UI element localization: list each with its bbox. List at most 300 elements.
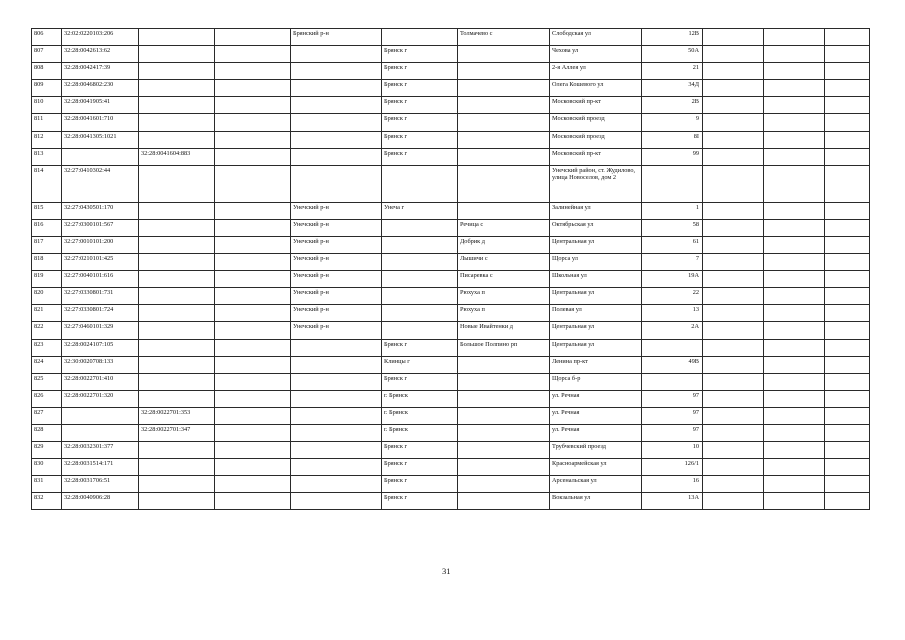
district-cell: Унечский р-н bbox=[291, 305, 382, 322]
row-number-cell: 821 bbox=[32, 305, 62, 322]
empty-cell bbox=[215, 476, 291, 493]
cadastral-number-alt-cell bbox=[139, 97, 215, 114]
empty-cell bbox=[215, 202, 291, 219]
district-cell: Унечский р-н bbox=[291, 219, 382, 236]
cadastral-number-alt-cell bbox=[139, 80, 215, 97]
table-row bbox=[32, 63, 870, 80]
street-cell: ул. Речная bbox=[550, 407, 642, 424]
empty-cell bbox=[703, 254, 764, 271]
district-cell bbox=[291, 476, 382, 493]
cadastral-number-cell: 32:28:0046802:230 bbox=[62, 80, 139, 97]
street-cell: Красноармейская ул bbox=[550, 459, 642, 476]
city-cell: Брянск г bbox=[382, 46, 458, 63]
cadastral-number-alt-cell bbox=[139, 202, 215, 219]
row-number-cell: 832 bbox=[32, 493, 62, 510]
street-cell: Унечский район, ст. Жудилово, улица Новоселов, дом 2 bbox=[550, 165, 642, 202]
cadastral-number-cell: 32:27:0040101:616 bbox=[62, 271, 139, 288]
street-cell: 2-я Аллея ул bbox=[550, 63, 642, 80]
street-cell: Школьная ул bbox=[550, 271, 642, 288]
empty-cell bbox=[215, 493, 291, 510]
city-cell bbox=[382, 254, 458, 271]
settlement-cell bbox=[458, 459, 550, 476]
empty-cell bbox=[703, 219, 764, 236]
cadastral-number-cell bbox=[62, 148, 139, 165]
empty-cell bbox=[825, 46, 870, 63]
cadastral-number-alt-cell: 32:28:0022701:353 bbox=[139, 407, 215, 424]
cadastral-number-alt-cell bbox=[139, 459, 215, 476]
empty-cell bbox=[703, 271, 764, 288]
cadastral-number-cell: 32:28:0041305:1021 bbox=[62, 131, 139, 148]
settlement-cell bbox=[458, 202, 550, 219]
settlement-cell bbox=[458, 114, 550, 131]
empty-cell bbox=[703, 356, 764, 373]
cadastral-number-alt-cell bbox=[139, 390, 215, 407]
cadastral-number-cell bbox=[62, 407, 139, 424]
settlement-cell bbox=[458, 390, 550, 407]
district-cell bbox=[291, 493, 382, 510]
empty-cell bbox=[825, 271, 870, 288]
district-cell bbox=[291, 339, 382, 356]
empty-cell bbox=[215, 131, 291, 148]
row-number-cell: 825 bbox=[32, 373, 62, 390]
empty-cell bbox=[825, 459, 870, 476]
cadastral-number-alt-cell bbox=[139, 322, 215, 339]
empty-cell bbox=[825, 442, 870, 459]
house-number-cell: 16 bbox=[642, 476, 703, 493]
house-number-cell: 126/1 bbox=[642, 459, 703, 476]
empty-cell bbox=[825, 202, 870, 219]
cadastral-number-cell: 32:30:0020708:133 bbox=[62, 356, 139, 373]
street-cell: Центральная ул bbox=[550, 236, 642, 253]
empty-cell bbox=[215, 356, 291, 373]
city-cell: г. Брянск bbox=[382, 407, 458, 424]
empty-cell bbox=[825, 288, 870, 305]
cadastral-number-alt-cell bbox=[139, 476, 215, 493]
settlement-cell: Новые Ивайтенки д bbox=[458, 322, 550, 339]
table-row bbox=[32, 29, 870, 46]
city-cell: Брянск г bbox=[382, 339, 458, 356]
cadastral-number-alt-cell bbox=[139, 305, 215, 322]
street-cell: Вокзальная ул bbox=[550, 493, 642, 510]
cadastral-number-alt-cell bbox=[139, 271, 215, 288]
empty-cell bbox=[825, 424, 870, 441]
cadastral-number-alt-cell: 32:28:0022701:347 bbox=[139, 424, 215, 441]
house-number-cell: 61 bbox=[642, 236, 703, 253]
house-number-cell: 97 bbox=[642, 407, 703, 424]
district-cell bbox=[291, 131, 382, 148]
empty-cell bbox=[764, 131, 825, 148]
cadastral-number-alt-cell bbox=[139, 288, 215, 305]
cadastral-number-alt-cell bbox=[139, 63, 215, 80]
empty-cell bbox=[764, 271, 825, 288]
cadastral-number-alt-cell bbox=[139, 29, 215, 46]
city-cell bbox=[382, 165, 458, 202]
street-cell: Трубчевский проезд bbox=[550, 442, 642, 459]
cadastral-number-alt-cell bbox=[139, 131, 215, 148]
empty-cell bbox=[215, 236, 291, 253]
empty-cell bbox=[215, 288, 291, 305]
cadastral-number-cell: 32:28:0040906:28 bbox=[62, 493, 139, 510]
settlement-cell bbox=[458, 356, 550, 373]
settlement-cell bbox=[458, 80, 550, 97]
empty-cell bbox=[215, 424, 291, 441]
table-row bbox=[32, 493, 870, 510]
street-cell: ул. Речная bbox=[550, 424, 642, 441]
cadastral-number-alt-cell: 32:28:0041604:883 bbox=[139, 148, 215, 165]
table-row bbox=[32, 254, 870, 271]
city-cell: Брянск г bbox=[382, 80, 458, 97]
empty-cell bbox=[764, 305, 825, 322]
district-cell bbox=[291, 63, 382, 80]
house-number-cell: 2А bbox=[642, 322, 703, 339]
empty-cell bbox=[215, 322, 291, 339]
row-number-cell: 823 bbox=[32, 339, 62, 356]
table-row bbox=[32, 271, 870, 288]
empty-cell bbox=[764, 165, 825, 202]
house-number-cell bbox=[642, 373, 703, 390]
empty-cell bbox=[825, 373, 870, 390]
cadastral-number-cell: 32:28:0041601:710 bbox=[62, 114, 139, 131]
district-cell: Унечский р-н bbox=[291, 236, 382, 253]
city-cell bbox=[382, 29, 458, 46]
row-number-cell: 808 bbox=[32, 63, 62, 80]
cadastral-number-alt-cell bbox=[139, 46, 215, 63]
house-number-cell bbox=[642, 165, 703, 202]
table-row bbox=[32, 219, 870, 236]
house-number-cell: 49В bbox=[642, 356, 703, 373]
cadastral-number-cell: 32:27:0430501:170 bbox=[62, 202, 139, 219]
house-number-cell: 50А bbox=[642, 46, 703, 63]
house-number-cell: 2В bbox=[642, 97, 703, 114]
row-number-cell: 806 bbox=[32, 29, 62, 46]
empty-cell bbox=[825, 165, 870, 202]
house-number-cell bbox=[642, 339, 703, 356]
empty-cell bbox=[825, 131, 870, 148]
empty-cell bbox=[764, 254, 825, 271]
empty-cell bbox=[825, 219, 870, 236]
cadastral-number-alt-cell bbox=[139, 114, 215, 131]
cadastral-number-alt-cell bbox=[139, 236, 215, 253]
empty-cell bbox=[703, 46, 764, 63]
cadastral-number-alt-cell bbox=[139, 373, 215, 390]
empty-cell bbox=[764, 493, 825, 510]
empty-cell bbox=[825, 148, 870, 165]
row-number-cell: 811 bbox=[32, 114, 62, 131]
empty-cell bbox=[703, 476, 764, 493]
empty-cell bbox=[215, 63, 291, 80]
city-cell bbox=[382, 288, 458, 305]
row-number-cell: 816 bbox=[32, 219, 62, 236]
empty-cell bbox=[215, 219, 291, 236]
empty-cell bbox=[825, 254, 870, 271]
settlement-cell: Лышичи с bbox=[458, 254, 550, 271]
settlement-cell: Толмачево с bbox=[458, 29, 550, 46]
cadastral-number-cell: 32:27:0010101:200 bbox=[62, 236, 139, 253]
street-cell: Московский пр-кт bbox=[550, 148, 642, 165]
table-row bbox=[32, 114, 870, 131]
empty-cell bbox=[764, 202, 825, 219]
empty-cell bbox=[703, 390, 764, 407]
empty-cell bbox=[764, 442, 825, 459]
table-row bbox=[32, 46, 870, 63]
district-cell: Брянский р-н bbox=[291, 29, 382, 46]
empty-cell bbox=[215, 97, 291, 114]
house-number-cell: 34Д bbox=[642, 80, 703, 97]
empty-cell bbox=[764, 356, 825, 373]
empty-cell bbox=[215, 29, 291, 46]
empty-cell bbox=[703, 236, 764, 253]
settlement-cell bbox=[458, 407, 550, 424]
house-number-cell: 13 bbox=[642, 305, 703, 322]
empty-cell bbox=[703, 493, 764, 510]
city-cell bbox=[382, 305, 458, 322]
street-cell: Московский проезд bbox=[550, 114, 642, 131]
empty-cell bbox=[215, 80, 291, 97]
empty-cell bbox=[215, 46, 291, 63]
street-cell: Центральная ул bbox=[550, 339, 642, 356]
house-number-cell: 13А bbox=[642, 493, 703, 510]
empty-cell bbox=[825, 356, 870, 373]
district-cell bbox=[291, 373, 382, 390]
table-row bbox=[32, 305, 870, 322]
empty-cell bbox=[703, 80, 764, 97]
street-cell: Арсенальская ул bbox=[550, 476, 642, 493]
table-row bbox=[32, 407, 870, 424]
city-cell: Брянск г bbox=[382, 493, 458, 510]
empty-cell bbox=[764, 288, 825, 305]
city-cell: Брянск г bbox=[382, 459, 458, 476]
cadastral-number-cell: 32:27:0460101:329 bbox=[62, 322, 139, 339]
empty-cell bbox=[825, 305, 870, 322]
cadastral-number-cell: 32:28:0022701:320 bbox=[62, 390, 139, 407]
row-number-cell: 830 bbox=[32, 459, 62, 476]
empty-cell bbox=[215, 339, 291, 356]
settlement-cell bbox=[458, 148, 550, 165]
empty-cell bbox=[825, 63, 870, 80]
city-cell: Брянск г bbox=[382, 442, 458, 459]
cadastral-number-cell: 32:02:0220103:206 bbox=[62, 29, 139, 46]
house-number-cell: 9 bbox=[642, 114, 703, 131]
empty-cell bbox=[764, 97, 825, 114]
empty-cell bbox=[825, 390, 870, 407]
empty-cell bbox=[764, 236, 825, 253]
district-cell: Унечский р-н bbox=[291, 202, 382, 219]
settlement-cell: Добрик д bbox=[458, 236, 550, 253]
district-cell bbox=[291, 459, 382, 476]
row-number-cell: 828 bbox=[32, 424, 62, 441]
house-number-cell: 12В bbox=[642, 29, 703, 46]
street-cell: Центральная ул bbox=[550, 322, 642, 339]
settlement-cell bbox=[458, 131, 550, 148]
row-number-cell: 817 bbox=[32, 236, 62, 253]
city-cell: Брянск г bbox=[382, 476, 458, 493]
street-cell: Центральная ул bbox=[550, 288, 642, 305]
empty-cell bbox=[825, 29, 870, 46]
empty-cell bbox=[703, 97, 764, 114]
city-cell: Клинцы г bbox=[382, 356, 458, 373]
empty-cell bbox=[703, 373, 764, 390]
settlement-cell bbox=[458, 63, 550, 80]
row-number-cell: 826 bbox=[32, 390, 62, 407]
empty-cell bbox=[215, 390, 291, 407]
settlement-cell bbox=[458, 442, 550, 459]
settlement-cell bbox=[458, 373, 550, 390]
empty-cell bbox=[764, 219, 825, 236]
empty-cell bbox=[764, 148, 825, 165]
row-number-cell: 827 bbox=[32, 407, 62, 424]
empty-cell bbox=[825, 97, 870, 114]
street-cell: Щорса б-р bbox=[550, 373, 642, 390]
house-number-cell: 10 bbox=[642, 442, 703, 459]
cadastral-number-cell bbox=[62, 424, 139, 441]
empty-cell bbox=[703, 165, 764, 202]
cadastral-number-alt-cell bbox=[139, 254, 215, 271]
row-number-cell: 810 bbox=[32, 97, 62, 114]
empty-cell bbox=[825, 339, 870, 356]
district-cell: Унечский р-н bbox=[291, 288, 382, 305]
empty-cell bbox=[703, 148, 764, 165]
table-row bbox=[32, 97, 870, 114]
street-cell: Залинейная ул bbox=[550, 202, 642, 219]
empty-cell bbox=[703, 29, 764, 46]
settlement-cell bbox=[458, 165, 550, 202]
settlement-cell bbox=[458, 424, 550, 441]
cadastral-number-alt-cell bbox=[139, 442, 215, 459]
cadastral-number-cell: 32:27:0300101:567 bbox=[62, 219, 139, 236]
empty-cell bbox=[215, 271, 291, 288]
district-cell bbox=[291, 442, 382, 459]
cadastral-number-cell: 32:28:0031514:171 bbox=[62, 459, 139, 476]
empty-cell bbox=[764, 322, 825, 339]
city-cell: Брянск г bbox=[382, 97, 458, 114]
table-row bbox=[32, 356, 870, 373]
empty-cell bbox=[825, 322, 870, 339]
table-row bbox=[32, 202, 870, 219]
empty-cell bbox=[764, 476, 825, 493]
row-number-cell: 831 bbox=[32, 476, 62, 493]
district-cell bbox=[291, 390, 382, 407]
empty-cell bbox=[703, 407, 764, 424]
cadastral-number-cell: 32:28:0041905:41 bbox=[62, 97, 139, 114]
city-cell: Брянск г bbox=[382, 373, 458, 390]
house-number-cell: 1 bbox=[642, 202, 703, 219]
empty-cell bbox=[215, 254, 291, 271]
empty-cell bbox=[703, 459, 764, 476]
empty-cell bbox=[703, 305, 764, 322]
cadastral-number-cell: 32:27:0330801:731 bbox=[62, 288, 139, 305]
cadastral-number-cell: 32:28:0042613:62 bbox=[62, 46, 139, 63]
table-row bbox=[32, 390, 870, 407]
row-number-cell: 813 bbox=[32, 148, 62, 165]
settlement-cell bbox=[458, 476, 550, 493]
empty-cell bbox=[764, 29, 825, 46]
empty-cell bbox=[825, 114, 870, 131]
cadastral-number-cell: 32:28:0031706:51 bbox=[62, 476, 139, 493]
empty-cell bbox=[825, 476, 870, 493]
empty-cell bbox=[703, 288, 764, 305]
street-cell: ул. Речная bbox=[550, 390, 642, 407]
cadastral-number-cell: 32:28:0024107:105 bbox=[62, 339, 139, 356]
house-number-cell: 19А bbox=[642, 271, 703, 288]
settlement-cell: Большое Полпино рп bbox=[458, 339, 550, 356]
row-number-cell: 807 bbox=[32, 46, 62, 63]
empty-cell bbox=[764, 390, 825, 407]
district-cell bbox=[291, 46, 382, 63]
table-row bbox=[32, 165, 870, 202]
empty-cell bbox=[825, 493, 870, 510]
empty-cell bbox=[825, 80, 870, 97]
empty-cell bbox=[764, 63, 825, 80]
row-number-cell: 820 bbox=[32, 288, 62, 305]
page-number: 31 bbox=[442, 566, 451, 576]
table-row bbox=[32, 148, 870, 165]
cadastral-number-alt-cell bbox=[139, 356, 215, 373]
empty-cell bbox=[703, 424, 764, 441]
district-cell bbox=[291, 97, 382, 114]
empty-cell bbox=[764, 459, 825, 476]
cadastral-number-cell: 32:27:0330801:724 bbox=[62, 305, 139, 322]
district-cell bbox=[291, 165, 382, 202]
empty-cell bbox=[764, 80, 825, 97]
cadastral-number-alt-cell bbox=[139, 165, 215, 202]
settlement-cell: Речица с bbox=[458, 219, 550, 236]
city-cell: Брянск г bbox=[382, 63, 458, 80]
street-cell: Ленина пр-кт bbox=[550, 356, 642, 373]
city-cell bbox=[382, 219, 458, 236]
empty-cell bbox=[215, 114, 291, 131]
cadastral-number-cell: 32:27:0410302:44 bbox=[62, 165, 139, 202]
empty-cell bbox=[764, 424, 825, 441]
empty-cell bbox=[703, 442, 764, 459]
district-cell bbox=[291, 356, 382, 373]
row-number-cell: 818 bbox=[32, 254, 62, 271]
table-row bbox=[32, 131, 870, 148]
house-number-cell: 97 bbox=[642, 424, 703, 441]
row-number-cell: 829 bbox=[32, 442, 62, 459]
empty-cell bbox=[764, 46, 825, 63]
empty-cell bbox=[215, 459, 291, 476]
city-cell: Брянск г bbox=[382, 148, 458, 165]
cadastral-number-alt-cell bbox=[139, 219, 215, 236]
settlement-cell: Писаревка с bbox=[458, 271, 550, 288]
city-cell bbox=[382, 236, 458, 253]
table-row bbox=[32, 288, 870, 305]
district-cell bbox=[291, 148, 382, 165]
cadastral-table bbox=[31, 28, 870, 510]
district-cell: Унечский р-н bbox=[291, 254, 382, 271]
empty-cell bbox=[215, 148, 291, 165]
city-cell bbox=[382, 322, 458, 339]
house-number-cell: 7 bbox=[642, 254, 703, 271]
empty-cell bbox=[764, 373, 825, 390]
table-row bbox=[32, 236, 870, 253]
house-number-cell: 99 bbox=[642, 148, 703, 165]
street-cell: Московский проезд bbox=[550, 131, 642, 148]
row-number-cell: 812 bbox=[32, 131, 62, 148]
district-cell bbox=[291, 407, 382, 424]
empty-cell bbox=[215, 373, 291, 390]
table-row bbox=[32, 322, 870, 339]
empty-cell bbox=[703, 322, 764, 339]
city-cell: Унеча г bbox=[382, 202, 458, 219]
empty-cell bbox=[764, 339, 825, 356]
cadastral-number-alt-cell bbox=[139, 339, 215, 356]
district-cell bbox=[291, 80, 382, 97]
table-row bbox=[32, 442, 870, 459]
house-number-cell: 97 bbox=[642, 390, 703, 407]
empty-cell bbox=[825, 236, 870, 253]
settlement-cell: Рюхуха п bbox=[458, 305, 550, 322]
